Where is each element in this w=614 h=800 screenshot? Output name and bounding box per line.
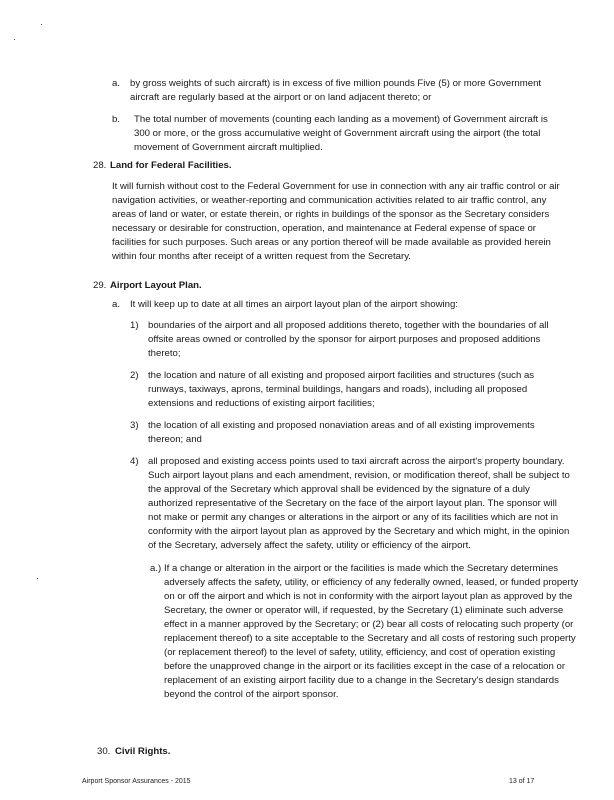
section-28-heading <box>93 159 553 173</box>
list-marker: a. <box>112 78 121 89</box>
list-item-text: The total number of movements (counting each landing as a movement) of Government aircraft is 300 or more, or the gross accumulative weight of Government aircraft using the airport (the total movement of Government aircraft multiplied. <box>134 114 548 153</box>
section-29-item-4 <box>130 455 572 553</box>
section-29-item-3 <box>130 419 560 447</box>
section-30-heading <box>97 745 557 759</box>
section-title: Airport Layout Plan. <box>110 280 202 291</box>
section-29-item-2 <box>130 369 566 411</box>
list-marker: 2) <box>130 370 139 381</box>
page-number: 13 of 17 <box>509 778 535 785</box>
section-29-heading <box>93 279 553 293</box>
footer-title: Airport Sponsor Assurances - 2015 <box>82 778 191 785</box>
list-marker: 4) <box>130 456 139 467</box>
list-item-text: the location and nature of all existing and proposed airport facilities and structures (such as runways, taxiways, aprons, terminal buildings, hangars and roads), including all proposed extensions and reductions of existing airport facilities; <box>148 370 535 409</box>
section-title: Civil Rights. <box>115 746 171 757</box>
list-marker: b. <box>112 114 121 125</box>
section-29-sub-a <box>150 562 582 702</box>
list-item-text: all proposed and existing access points used to taxi aircraft across the airport's property boundary. Such airport layout plans and each amendment, revision, or modification thereof, shall be subject to the approval of the Secretary which approval shall be evidenced by the signature of a duly authorized representative of the Secretary on the face of the airport layout plan. The sponsor will not make or permit any changes or alterations in the airport or any of its facilities which are not in conformity with the airport layout plan as approved by the Secretary and which might, in the opinion of the Secretary, adversely affect the safety, utility or efficiency of the airport. <box>148 456 570 551</box>
list-marker: a.) <box>150 563 162 574</box>
section-29-item-a <box>112 298 552 312</box>
list-item-a <box>112 77 552 105</box>
list-item-text: If a change or alteration in the airport or the facilities is made which the Secretary determines adversely affects the safety, utility, or efficiency of any federally owned, leased, or funded property on or off the airport and which is not in conformity with the airport layout plan as approved by the Secretary, the owner or operator will, if requested, by the Secretary (1) eliminate such adverse effect in a manner approved by the Secretary; or (2) bear all costs of relocating such property (or replacement thereof) to a site acceptable to the Secretary and all costs of restoring such property (or replacement thereof) to the level of safety, utility, efficiency, and cost of operation existing before the unapproved change in the airport or its facilities except in the case of a relocation or replacement of an existing airport facility due to a change in the Secretary's design standards beyond the control of the airport sponsor. <box>164 563 579 700</box>
list-marker: 1) <box>130 320 139 331</box>
scan-speck <box>14 39 15 40</box>
section-29-item-1 <box>130 319 560 361</box>
list-item-text: by gross weights of such aircraft) is in excess of five million pounds Five (5) or more Government aircraft are regularly based at the airport or on land adjacent thereto; or <box>130 78 542 103</box>
list-item-text: the location of all existing and proposed nonaviation areas and of all existing improvements thereon; and <box>148 420 535 445</box>
list-marker: 3) <box>130 420 139 431</box>
list-item-text: boundaries of the airport and all proposed additions thereto, together with the boundaries of all offsite areas owned or controlled by the sponsor for airport purposes and proposed additions thereto; <box>148 320 549 359</box>
section-number: 28. <box>93 160 107 171</box>
section-number: 29. <box>93 280 107 291</box>
list-item-b <box>112 113 558 155</box>
scan-speck <box>41 24 42 25</box>
list-item-text: It will keep up to date at all times an airport layout plan of the airport showing: <box>130 299 458 310</box>
list-marker: a. <box>112 299 121 310</box>
section-28-body: It will furnish without cost to the Federal Government for use in connection with any air traffic control or air navigation activities, or weather-reporting and communication activities related to air traffic control, any areas of land or water, or estate therein, or rights in buildings of the sponsor as the Secretary considers necessary or desirable for construction, operation, and maintenance at Federal expense of space or facilities for such purposes. Such areas or any portion thereof will be made available as provided herein within four months after receipt of a written request from the Secretary. <box>112 181 560 262</box>
scan-speck <box>37 578 38 579</box>
section-number: 30. <box>97 746 111 757</box>
section-title: Land for Federal Facilities. <box>110 160 232 171</box>
